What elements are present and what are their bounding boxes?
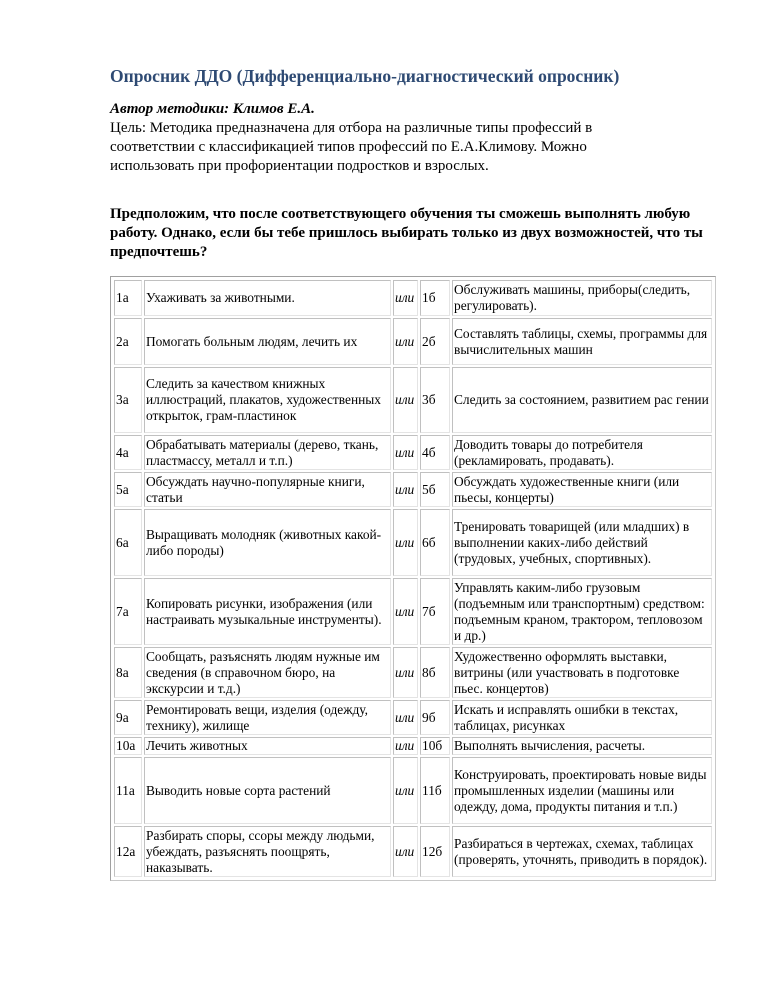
option-b-number: 7б — [420, 578, 450, 645]
option-a-text: Сообщать, разъяснять людям нужные им сведения (в справочном бюро, на экскурсии и т.д.) — [144, 647, 391, 698]
option-a-number: 12а — [114, 826, 142, 877]
option-b-number: 11б — [420, 757, 450, 824]
table-row — [114, 435, 712, 470]
or-label: или — [393, 578, 418, 645]
or-label: или — [393, 647, 418, 698]
or-label: или — [393, 435, 418, 470]
or-label: или — [393, 509, 418, 576]
table-row — [114, 826, 712, 877]
option-b-text: Управлять каким-либо грузовым (подъемным или транспортным) средством: подъемным краном, трактором, тепловозом и др.) — [452, 578, 712, 645]
option-b-text: Тренировать товарищей (или младших) в выполнении каких-либо действий (трудовых, учебных, спортивных). — [452, 509, 712, 576]
or-label: или — [393, 737, 418, 755]
option-b-number: 5б — [420, 472, 450, 507]
option-a-text: Ухаживать за животными. — [144, 280, 391, 316]
option-a-text: Помогать больным людям, лечить их — [144, 318, 391, 365]
option-b-text: Доводить товары до потребителя (рекламировать, продавать). — [452, 435, 712, 470]
option-b-text: Разбираться в чертежах, схемах, таблицах (проверять, уточнять, приводить в порядок). — [452, 826, 712, 877]
option-a-text: Лечить животных — [144, 737, 391, 755]
table-row — [114, 318, 712, 365]
option-a-number: 5а — [114, 472, 142, 507]
option-b-text: Искать и исправлять ошибки в текстах, таблицах, рисунках — [452, 700, 712, 735]
option-b-number: 9б — [420, 700, 450, 735]
option-a-text: Выращивать молодняк (животных какой-либо породы) — [144, 509, 391, 576]
option-b-number: 1б — [420, 280, 450, 316]
table-row — [114, 647, 712, 698]
option-b-text: Следить за состоянием, развитием рас гении — [452, 367, 712, 433]
option-b-text: Художественно оформлять выставки, витрины (или участвовать в подготовке пьес. концертов) — [452, 647, 712, 698]
option-b-text: Выполнять вычисления, расчеты. — [452, 737, 712, 755]
option-b-number: 12б — [420, 826, 450, 877]
or-label: или — [393, 826, 418, 877]
option-b-number: 4б — [420, 435, 450, 470]
option-a-text: Ремонтировать вещи, изделия (одежду, технику), жилище — [144, 700, 391, 735]
or-label: или — [393, 472, 418, 507]
or-label: или — [393, 367, 418, 433]
table-row — [114, 700, 712, 735]
purpose-paragraph: Цель: Методика предназначена для отбора на различные типы профессий в соответствии с классификацией типов профессий по Е.А.Климову. Можно использовать при профориентации подростков и взрослых. — [110, 120, 593, 174]
page-title: Опросник ДДО (Дифференциально-диагностический опросник) — [110, 66, 620, 86]
option-a-number: 2а — [114, 318, 142, 365]
option-a-number: 1а — [114, 280, 142, 316]
questionnaire-table — [112, 278, 714, 879]
or-label: или — [393, 280, 418, 316]
option-a-text: Разбирать споры, ссоры между людьми, убеждать, разъяснять поощрять, наказывать. — [144, 826, 391, 877]
option-a-text: Копировать рисунки, изображения (или настраивать музыкальные инструменты). — [144, 578, 391, 645]
table-row — [114, 578, 712, 645]
table-row — [114, 280, 712, 316]
option-a-number: 4а — [114, 435, 142, 470]
or-label: или — [393, 700, 418, 735]
option-a-text: Выводить новые сорта растений — [144, 757, 391, 824]
questionnaire-rows — [114, 280, 712, 877]
option-b-number: 6б — [420, 509, 450, 576]
option-a-number: 6а — [114, 509, 142, 576]
table-row — [114, 757, 712, 824]
option-a-number: 9а — [114, 700, 142, 735]
option-a-number: 8а — [114, 647, 142, 698]
option-a-text: Следить за качеством книжных иллюстраций, плакатов, художественных открыток, грам-пластинок — [144, 367, 391, 433]
option-b-text: Составлять таблицы, схемы, программы для вычислительных машин — [452, 318, 712, 365]
option-b-text: Обсуждать художественные книги (или пьесы, концерты) — [452, 472, 712, 507]
option-a-number: 3а — [114, 367, 142, 433]
option-a-number: 7а — [114, 578, 142, 645]
option-a-text: Обсуждать научно-популярные книги, статьи — [144, 472, 391, 507]
question-paragraph: Предположим, что после соответствующего обучения ты сможешь выполнять любую работу. Однако, если бы тебе пришлось выбирать только из двух возможностей, что ты предпочтешь? — [110, 206, 703, 260]
table-row — [114, 509, 712, 576]
questionnaire-table-frame — [110, 276, 716, 881]
author-line: Автор методики: Климов Е.А. — [110, 101, 315, 117]
table-row — [114, 472, 712, 507]
or-label: или — [393, 318, 418, 365]
option-b-number: 8б — [420, 647, 450, 698]
option-b-text: Обслуживать машины, приборы(следить, регулировать). — [452, 280, 712, 316]
table-row — [114, 367, 712, 433]
option-b-text: Конструировать, проектировать новые виды промышленных изделии (машины или одежду, дома, продукты питания и т.п.) — [452, 757, 712, 824]
option-a-number: 11а — [114, 757, 142, 824]
option-b-number: 10б — [420, 737, 450, 755]
option-a-text: Обрабатывать материалы (дерево, ткань, пластмассу, металл и т.п.) — [144, 435, 391, 470]
table-row — [114, 737, 712, 755]
option-a-number: 10а — [114, 737, 142, 755]
or-label: или — [393, 757, 418, 824]
option-b-number: 3б — [420, 367, 450, 433]
option-b-number: 2б — [420, 318, 450, 365]
